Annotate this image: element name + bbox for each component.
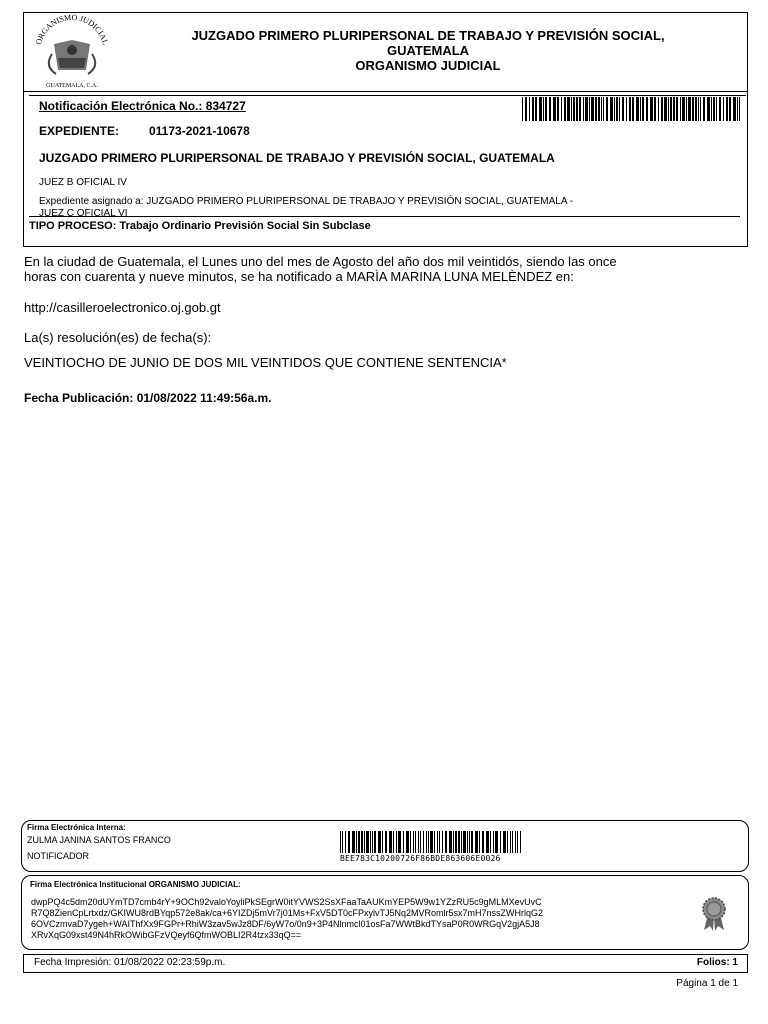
barcode-bar bbox=[426, 831, 427, 853]
barcode-bar bbox=[619, 97, 620, 121]
barcode-bar bbox=[495, 831, 498, 853]
barcode-bar bbox=[632, 97, 634, 121]
assigned-to: Expediente asignado a: JUZGADO PRIMERO PLURIPERSONAL DE TRABAJO Y PREVISIÓN SOCIAL, GUATEMALA - bbox=[39, 196, 574, 207]
publication-date: Fecha Publicación: 01/08/2022 11:49:56a.m. bbox=[24, 391, 272, 405]
barcode-bar bbox=[475, 831, 478, 853]
barcode-bar bbox=[348, 831, 350, 853]
barcode-bar bbox=[686, 97, 687, 121]
court-seal-icon bbox=[49, 40, 95, 74]
header-title-line2: GUATEMALA bbox=[386, 43, 470, 58]
barcode-bar bbox=[382, 831, 383, 853]
barcode-bar bbox=[430, 831, 433, 853]
hash-line-2: R7Q8ZienCpLrtxdz/GKIWU8rdBYqp572e8ak/ca+6YIZDj5mVr7j01Ms+FxV5DT0cFPxylvTJ5Nq2MVRomlr5sx7mH7nssZWHrlqG2 bbox=[31, 908, 544, 918]
barcode-bar bbox=[370, 831, 371, 853]
barcode-bar bbox=[603, 97, 604, 121]
page-number: Página 1 de 1 bbox=[676, 978, 738, 989]
hash-line-4: XRvXqG09xst49N4hRkOWibGFzVQeyf6QfmWOBLI2R4tzx33qQ== bbox=[31, 930, 302, 940]
barcode-bar bbox=[493, 831, 494, 853]
barcode-bar bbox=[698, 97, 699, 121]
barcode-bar bbox=[692, 97, 694, 121]
internal-signature-label: Firma Electrónica Interna: bbox=[27, 823, 126, 832]
print-date: Fecha Impresión: 01/08/2022 02:23:59p.m. bbox=[34, 957, 226, 968]
barcode-bar bbox=[545, 97, 547, 121]
barcode-bar bbox=[507, 831, 508, 853]
barcode-bar bbox=[713, 97, 715, 121]
barcode-bar bbox=[654, 97, 656, 121]
barcode-bar bbox=[695, 97, 697, 121]
barcode-bar bbox=[723, 97, 724, 121]
barcode-bar bbox=[385, 831, 387, 853]
barcode-bar bbox=[716, 97, 717, 121]
barcode-bar bbox=[576, 97, 578, 121]
resolution: VEINTIOCHO DE JUNIO DE DOS MIL VEINTIDOS QUE CONTIENE SENTENCIA* bbox=[24, 355, 507, 370]
barcode-bar bbox=[490, 831, 491, 853]
institutional-signature-label: Firma Electrónica Institucional ORGANISMO JUDICIAL: bbox=[30, 880, 241, 889]
barcode-bar bbox=[673, 97, 675, 121]
header-title-line1: JUZGADO PRIMERO PLURIPERSONAL DE TRABAJO Y PREVISIÓN SOCIAL, bbox=[191, 28, 665, 43]
barcode-bar bbox=[406, 831, 409, 853]
header-title-line3: ORGANISMO JUDICIAL bbox=[355, 58, 501, 73]
barcode-bar bbox=[646, 97, 648, 121]
barcode-bar bbox=[356, 831, 357, 853]
expediente-label: EXPEDIENTE: bbox=[39, 124, 120, 138]
barcode-bar bbox=[585, 97, 588, 121]
signer-name: ZULMA JANINA SANTOS FRANCO bbox=[27, 835, 171, 845]
barcode-bar bbox=[703, 97, 705, 121]
barcode-bar bbox=[503, 831, 506, 853]
barcode-bar bbox=[682, 97, 685, 121]
court-logo bbox=[30, 14, 114, 90]
barcode-bar bbox=[595, 97, 597, 121]
info-top-rule bbox=[29, 95, 746, 96]
barcode-bar bbox=[700, 97, 701, 121]
barcode-bar bbox=[471, 831, 473, 853]
barcode-bar bbox=[688, 97, 691, 121]
process-rule bbox=[29, 216, 740, 217]
logo-bottom-text: GUATEMALA, C.A. bbox=[46, 83, 98, 89]
barcode-bar bbox=[389, 831, 392, 853]
hash-line-3: 6OVCzmvaD7ygeh+WAIThfXx9FGPr+RhiW3zav5wJz8DF/6yW7o/0n9+3P4Nlnmcl01osFa7WWtBkdTYsaP0R0WRGqV2gjA5J8 bbox=[31, 919, 540, 929]
barcode-bar bbox=[668, 97, 669, 121]
barcode-bar bbox=[372, 831, 373, 853]
casillero-url[interactable]: http://casilleroelectronico.oj.gob.gt bbox=[24, 300, 221, 315]
barcode-bar bbox=[398, 831, 401, 853]
barcode-bar bbox=[622, 97, 624, 121]
barcode-bar bbox=[733, 97, 736, 121]
internal-signature-code: BEE783C10200726F86BDE863606E0026 bbox=[340, 854, 501, 863]
barcode-bar bbox=[564, 97, 566, 121]
barcode-bar bbox=[345, 831, 346, 853]
barcode-bar bbox=[557, 97, 559, 121]
barcode-bar bbox=[601, 97, 602, 121]
court-name: JUZGADO PRIMERO PLURIPERSONAL DE TRABAJO Y PREVISIÓN SOCIAL, GUATEMALA bbox=[39, 151, 555, 165]
barcode-bar bbox=[711, 97, 712, 121]
barcode-bar bbox=[442, 831, 443, 853]
barcode-bar bbox=[591, 97, 594, 121]
barcode-bar bbox=[445, 831, 447, 853]
barcode-bar bbox=[729, 97, 731, 121]
barcode-bar bbox=[583, 97, 584, 121]
barcode-bar bbox=[642, 97, 644, 121]
barcode-bar bbox=[610, 97, 613, 121]
barcode-bar bbox=[614, 97, 615, 121]
barcode-bar bbox=[467, 831, 468, 853]
barcode-bar bbox=[437, 831, 438, 853]
barcode-bar bbox=[522, 97, 523, 121]
logo-arc-text: ORGANISMO JUDICIAL bbox=[33, 14, 111, 46]
barcode-bar bbox=[458, 831, 460, 853]
barcode-bar bbox=[658, 97, 659, 121]
barcode-bar bbox=[680, 97, 681, 121]
barcode-bar bbox=[463, 831, 466, 853]
barcode-bar bbox=[539, 97, 542, 121]
hash-line-1: dwpPQ4c5dm20dUYmTD7cmb4rY+9OCh92valoYoyliPkSEgrW0itYVWS2SsXFaaTaAUKmYEP5W9w1YZzRU5c9gMLMXevUvC bbox=[31, 897, 542, 907]
barcode-bar bbox=[449, 831, 452, 853]
barcode-bar bbox=[535, 97, 537, 121]
barcode-bar bbox=[589, 97, 590, 121]
barcode-bar bbox=[455, 831, 457, 853]
barcode-bar bbox=[500, 831, 501, 853]
barcode-bar bbox=[364, 831, 365, 853]
barcode-bar bbox=[374, 831, 376, 853]
barcode-bar bbox=[418, 831, 419, 853]
officer: JUEZ B OFICIAL IV bbox=[39, 177, 127, 188]
barcode-bar bbox=[469, 831, 470, 853]
barcode-bar bbox=[670, 97, 672, 121]
internal-signature-barcode bbox=[340, 831, 522, 853]
intro-line2: horas con cuarenta y nueve minutos, se ha notificado a MARÌA MARINA LUNA MELÈNDEZ en: bbox=[24, 269, 574, 284]
barcode-bar bbox=[486, 831, 489, 853]
barcode-bar bbox=[420, 831, 421, 853]
barcode-bar bbox=[517, 831, 518, 853]
barcode-bar bbox=[549, 97, 551, 121]
barcode-bar bbox=[640, 97, 641, 121]
barcode-bar bbox=[393, 831, 394, 853]
barcode-bar bbox=[532, 97, 534, 121]
barcode-bar bbox=[719, 97, 721, 121]
barcode-bar bbox=[598, 97, 600, 121]
barcode-bar bbox=[410, 831, 411, 853]
resolution-label: La(s) resolución(es) de fecha(s): bbox=[24, 330, 212, 345]
barcode-bar bbox=[726, 97, 728, 121]
barcode-bar bbox=[428, 831, 429, 853]
barcode-bar bbox=[579, 97, 581, 121]
process-type: TIPO PROCESO: Trabajo Ordinario Previsión Social Sin Subclase bbox=[29, 220, 371, 232]
barcode-bar bbox=[629, 97, 631, 121]
barcode-bar bbox=[626, 97, 627, 121]
barcode-bar bbox=[573, 97, 575, 121]
barcode-bar bbox=[479, 831, 480, 853]
barcode-bar bbox=[737, 97, 738, 121]
barcode-bar bbox=[423, 831, 424, 853]
barcode-bar bbox=[482, 831, 484, 853]
barcode-bar bbox=[340, 831, 341, 853]
barcode-bar bbox=[567, 97, 570, 121]
barcode-bar bbox=[396, 831, 397, 853]
barcode-bar bbox=[512, 831, 513, 853]
barcode-bar bbox=[361, 831, 363, 853]
barcode-bar bbox=[510, 831, 511, 853]
barcode-bar bbox=[636, 97, 639, 121]
barcode-bar bbox=[616, 97, 618, 121]
barcode-bar bbox=[358, 831, 360, 853]
intro-line1: En la ciudad de Guatemala, el Lunes uno del mes de Agosto del año dos mil veintidós, siendo las once bbox=[24, 254, 617, 269]
certification-seal-icon bbox=[698, 896, 730, 932]
assigned-to-cont: JUEZ C OFICIAL VI bbox=[39, 208, 128, 219]
barcode-bar bbox=[661, 97, 663, 121]
notification-barcode bbox=[522, 97, 740, 121]
barcode-bar bbox=[561, 97, 562, 121]
barcode-bar bbox=[707, 97, 710, 121]
barcode-bar bbox=[415, 831, 416, 853]
barcode-bar bbox=[664, 97, 667, 121]
barcode-bar bbox=[553, 97, 556, 121]
barcode-bar bbox=[342, 831, 343, 853]
barcode-bar bbox=[520, 831, 521, 853]
signer-role: NOTIFICADOR bbox=[27, 851, 89, 861]
barcode-bar bbox=[366, 831, 369, 853]
barcode-bar bbox=[525, 97, 527, 121]
barcode-bar bbox=[529, 97, 530, 121]
barcode-bar bbox=[453, 831, 454, 853]
notification-number: Notificación Electrónica No.: 834727 bbox=[39, 99, 246, 113]
folios: Folios: 1 bbox=[696, 957, 738, 968]
barcode-bar bbox=[739, 97, 740, 121]
barcode-bar bbox=[439, 831, 440, 853]
barcode-bar bbox=[434, 831, 435, 853]
barcode-bar bbox=[571, 97, 572, 121]
barcode-bar bbox=[461, 831, 462, 853]
barcode-bar bbox=[676, 97, 678, 121]
barcode-bar bbox=[352, 831, 355, 853]
barcode-bar bbox=[515, 831, 516, 853]
barcode-bar bbox=[378, 831, 381, 853]
barcode-bar bbox=[403, 831, 404, 853]
barcode-bar bbox=[413, 831, 414, 853]
barcode-bar bbox=[606, 97, 608, 121]
barcode-bar bbox=[543, 97, 544, 121]
barcode-bar bbox=[650, 97, 653, 121]
expediente-value: 01173-2021-10678 bbox=[149, 124, 250, 138]
